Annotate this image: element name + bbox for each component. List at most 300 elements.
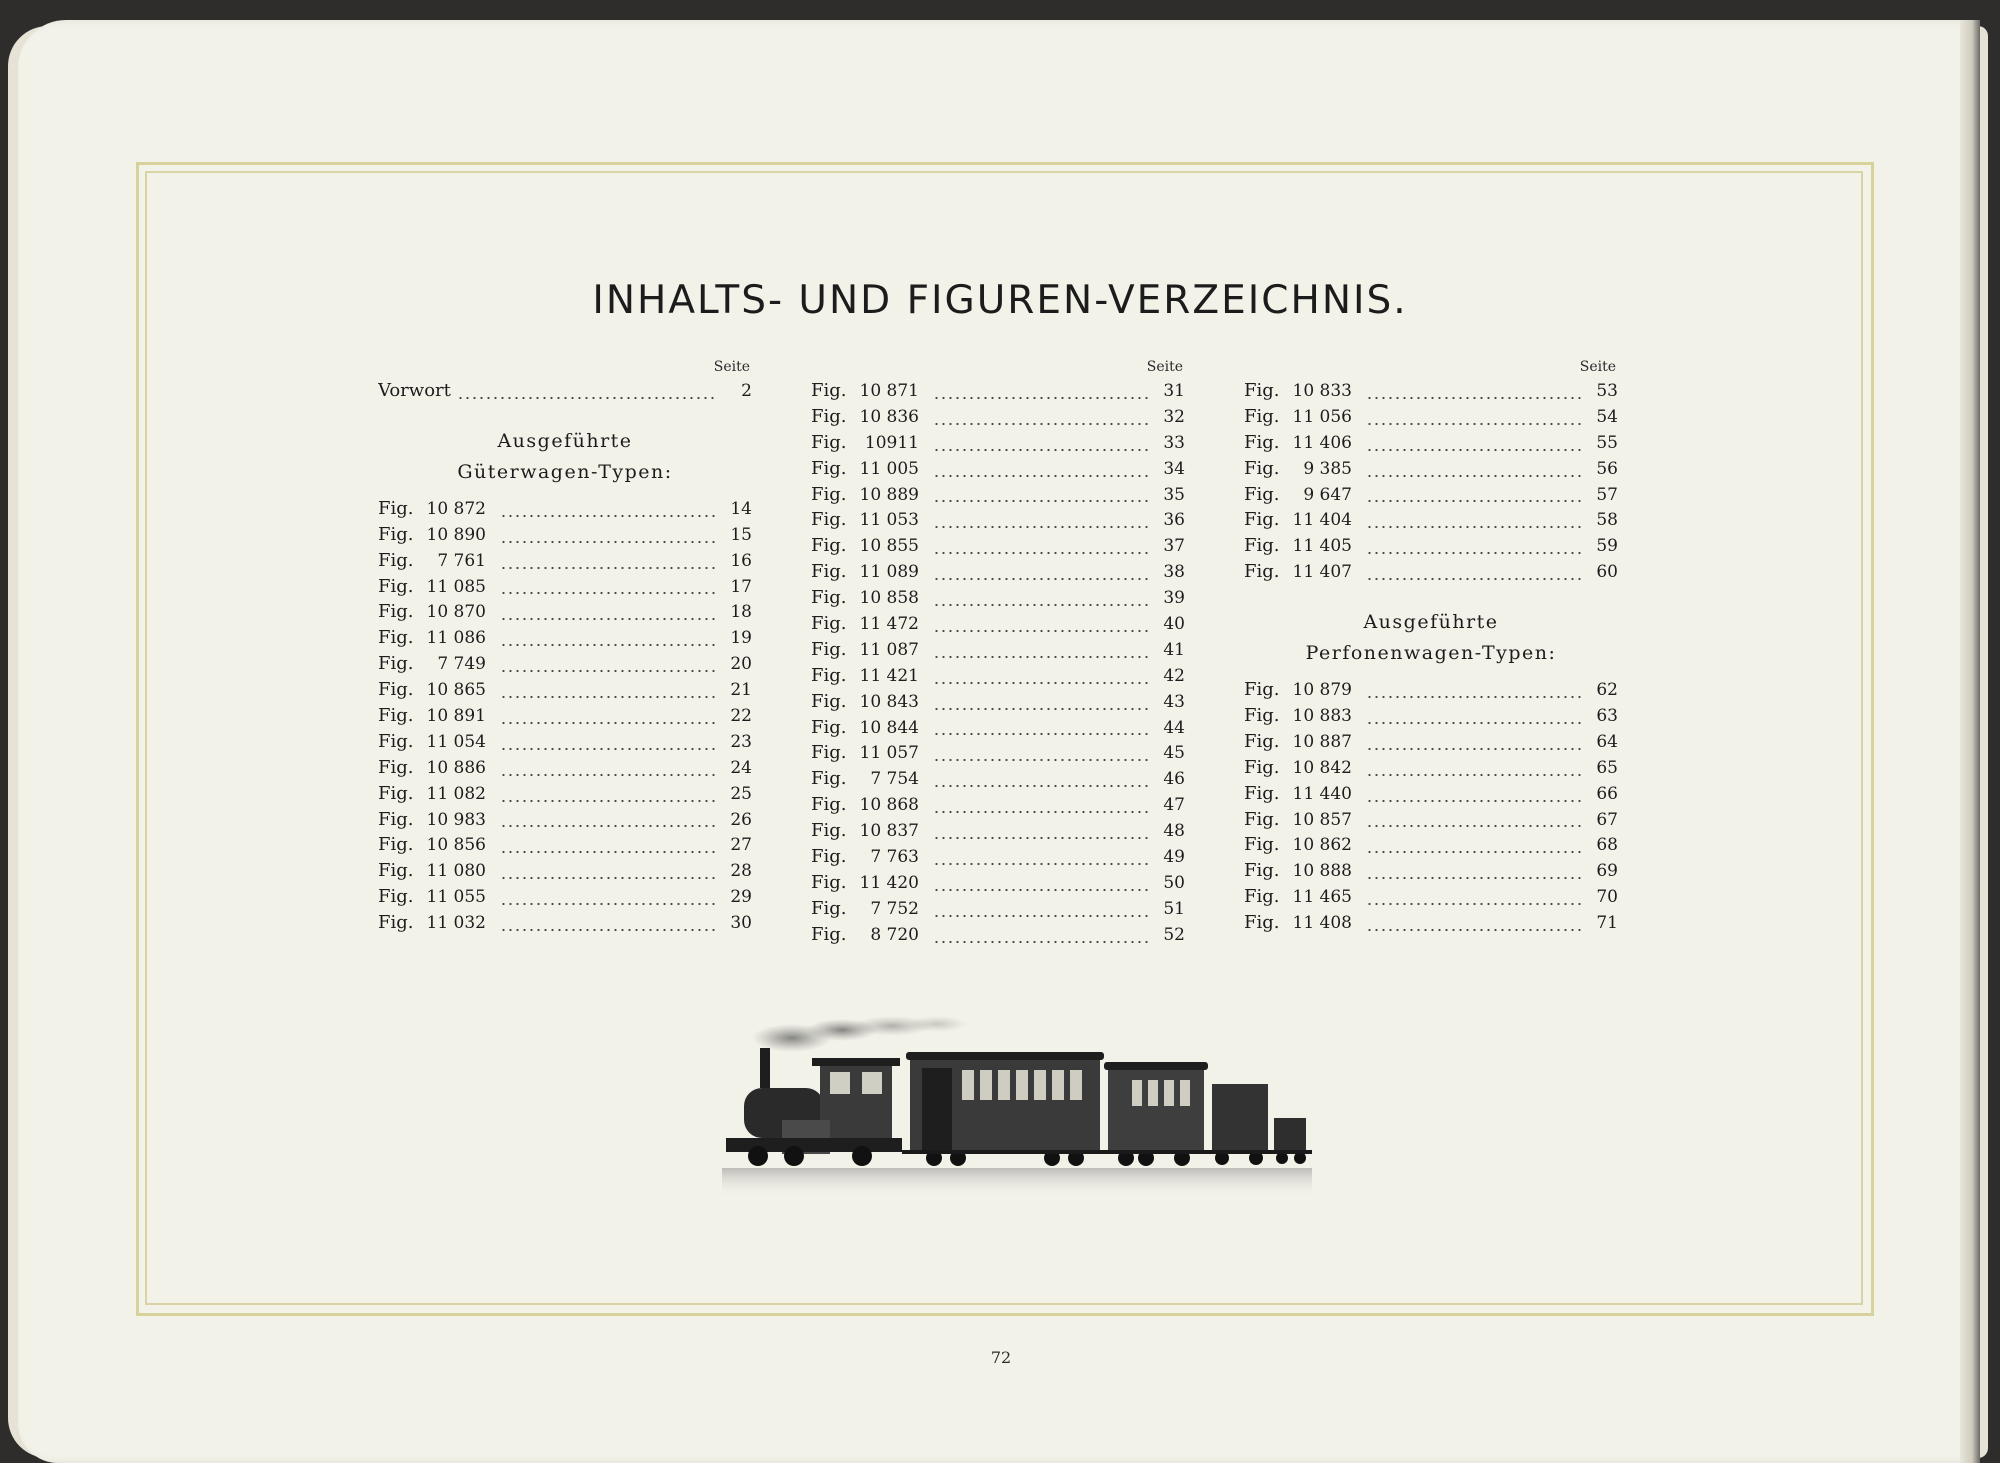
toc-row <box>811 766 1185 792</box>
figure-number: 11 032 <box>426 913 486 934</box>
figure-number: 10 833 <box>1292 381 1352 401</box>
toc-page: 31 <box>1163 381 1185 401</box>
figure-number: 11 440 <box>1292 783 1352 804</box>
fig-label: Fig. <box>1244 782 1280 804</box>
toc-page: 18 <box>730 602 752 623</box>
figure-number: 11 420 <box>859 872 919 893</box>
seite-label: Seite <box>1146 359 1183 375</box>
figure-number: 11 408 <box>1292 913 1352 934</box>
leader-dots <box>1366 799 1584 803</box>
fig-label: Fig. <box>1244 380 1280 401</box>
fig-label: Fig. <box>811 638 847 660</box>
fig-label: Fig. <box>378 808 414 830</box>
leader-dots <box>1366 474 1584 478</box>
leader-dots <box>933 551 1151 555</box>
leader-dots <box>500 617 718 621</box>
figure-number: 7 754 <box>870 769 919 790</box>
toc-page: 29 <box>730 887 752 908</box>
leader-dots <box>933 914 1151 918</box>
leader-dots <box>500 928 718 932</box>
figure-number: 8 720 <box>870 924 919 945</box>
leader-dots <box>500 721 718 725</box>
steam-train-illustration-icon <box>722 1010 1312 1200</box>
toc-page: 59 <box>1596 536 1618 557</box>
toc-page: 48 <box>1163 821 1185 842</box>
toc-page: 15 <box>730 524 752 545</box>
toc-row <box>1244 729 1618 755</box>
toc-page: 71 <box>1596 913 1618 934</box>
fig-label: Fig. <box>378 653 414 675</box>
toc-page: 46 <box>1163 769 1185 790</box>
figure-number: 10 862 <box>1292 835 1352 856</box>
leader-dots <box>500 747 718 751</box>
leader-dots <box>933 577 1151 581</box>
fig-label: Fig. <box>811 431 847 453</box>
leader-dots <box>1366 773 1584 777</box>
toc-page: 51 <box>1163 898 1185 919</box>
fig-label: Fig. <box>378 782 414 804</box>
fig-label: Fig. <box>811 716 847 738</box>
fig-label: Fig. <box>378 730 414 752</box>
figure-number: 11 056 <box>1292 406 1352 427</box>
figure-number: 10 856 <box>426 835 486 856</box>
toc-row <box>1244 430 1618 456</box>
leader-dots <box>933 422 1151 426</box>
figure-number: 11 465 <box>1292 887 1352 908</box>
figure-number: 10 891 <box>426 706 486 727</box>
section-heading-line1: Ausgeführte <box>1363 611 1499 634</box>
fig-label: Fig. <box>378 601 414 623</box>
toc-page: 41 <box>1163 639 1185 660</box>
toc-page: 68 <box>1596 835 1618 856</box>
figure-number: 11 404 <box>1292 510 1352 531</box>
fig-label: Fig. <box>811 483 847 505</box>
toc-label: Vorwort <box>378 380 451 401</box>
fig-label: Fig. <box>378 523 414 545</box>
leader-dots <box>500 566 718 570</box>
fig-label: Fig. <box>811 846 847 868</box>
toc-page: 69 <box>1596 861 1618 882</box>
figure-number: 10 888 <box>1292 861 1352 882</box>
fig-label: Fig. <box>1244 561 1280 583</box>
fig-label: Fig. <box>1244 535 1280 557</box>
figure-number: 11 055 <box>426 887 486 908</box>
fig-label: Fig. <box>811 690 847 712</box>
leader-dots <box>933 732 1151 736</box>
toc-page: 39 <box>1163 588 1185 609</box>
figure-number: 11 089 <box>859 562 919 583</box>
toc-page: 47 <box>1163 795 1185 816</box>
fig-label: Fig. <box>378 886 414 908</box>
leader-dots <box>933 396 1151 400</box>
fig-label: Fig. <box>811 794 847 816</box>
toc-page: 17 <box>730 576 752 597</box>
toc-row <box>811 430 1185 456</box>
toc-page: 30 <box>730 913 752 934</box>
figure-number: 7 763 <box>870 847 919 868</box>
fig-label: Fig. <box>1244 834 1280 856</box>
toc-row <box>811 922 1185 948</box>
leader-dots <box>933 758 1151 762</box>
toc-row <box>1244 703 1618 729</box>
figure-number: 11 085 <box>426 576 486 597</box>
toc-row-vorwort <box>378 378 752 404</box>
fig-label: Fig. <box>1244 431 1280 453</box>
toc-page: 64 <box>1596 731 1618 752</box>
figure-number: 7 749 <box>437 654 486 675</box>
figure-number: 10 868 <box>859 795 919 816</box>
leader-dots <box>933 474 1151 478</box>
fig-label: Fig. <box>1244 756 1280 778</box>
figure-number: 11 082 <box>426 783 486 804</box>
leader-dots <box>1366 902 1584 906</box>
fig-label: Fig. <box>811 405 847 427</box>
leader-dots <box>1366 551 1584 555</box>
leader-dots <box>1366 695 1584 699</box>
toc-column-3 <box>1244 356 1618 936</box>
toc-row <box>378 884 752 910</box>
figure-number: 11 421 <box>859 665 919 686</box>
fig-label: Fig. <box>811 768 847 790</box>
leader-dots <box>500 876 718 880</box>
figure-number: 11 087 <box>859 639 919 660</box>
leader-dots <box>457 396 718 400</box>
toc-row <box>1244 807 1618 833</box>
toc-page: 27 <box>730 835 752 856</box>
fig-label: Fig. <box>811 561 847 583</box>
toc-row <box>811 637 1185 663</box>
leader-dots <box>500 643 718 647</box>
toc-row <box>378 599 752 625</box>
toc-row <box>378 522 752 548</box>
fig-label: Fig. <box>811 587 847 609</box>
figure-number: 11 407 <box>1292 562 1352 583</box>
toc-page: 23 <box>730 731 752 752</box>
leader-dots <box>933 836 1151 840</box>
toc-column-2 <box>811 356 1185 948</box>
toc-page: 22 <box>730 706 752 727</box>
leader-dots <box>500 799 718 803</box>
figure-number: 10 837 <box>859 821 919 842</box>
toc-page: 52 <box>1163 924 1185 945</box>
figure-number: 10 890 <box>426 524 486 545</box>
fig-label: Fig. <box>811 820 847 842</box>
toc-page: 60 <box>1596 562 1618 583</box>
leader-dots <box>933 655 1151 659</box>
fig-label: Fig. <box>378 912 414 934</box>
figure-number: 11 472 <box>859 614 919 635</box>
book-spine <box>1960 20 1980 1463</box>
figure-number: 10 983 <box>426 809 486 830</box>
figure-number: 11 080 <box>426 861 486 882</box>
leader-dots <box>1366 747 1584 751</box>
toc-row <box>1244 456 1618 482</box>
toc-row <box>378 703 752 729</box>
toc-row <box>811 715 1185 741</box>
toc-row <box>1244 677 1618 703</box>
figure-number: 10 836 <box>859 406 919 427</box>
leader-dots <box>1366 876 1584 880</box>
toc-page: 62 <box>1596 680 1618 701</box>
leader-dots <box>1366 422 1584 426</box>
toc-page: 28 <box>730 861 752 882</box>
toc-row <box>811 663 1185 689</box>
leader-dots <box>500 850 718 854</box>
fig-label: Fig. <box>378 860 414 882</box>
toc-row <box>1244 559 1618 585</box>
figure-number: 10 883 <box>1292 706 1352 727</box>
toc-row <box>811 896 1185 922</box>
toc-page: 54 <box>1596 406 1618 427</box>
toc-page: 34 <box>1163 458 1185 479</box>
figure-number: 11 054 <box>426 731 486 752</box>
figure-number: 10 858 <box>859 588 919 609</box>
leader-dots <box>500 591 718 595</box>
fig-label: Fig. <box>811 664 847 686</box>
toc-page: 26 <box>730 809 752 830</box>
fig-label: Fig. <box>1244 405 1280 427</box>
fig-label: Fig. <box>811 742 847 764</box>
toc-row <box>1244 858 1618 884</box>
toc-page: 49 <box>1163 847 1185 868</box>
toc-row <box>378 625 752 651</box>
toc-page: 45 <box>1163 743 1185 764</box>
leader-dots <box>933 707 1151 711</box>
toc-page: 38 <box>1163 562 1185 583</box>
fig-label: Fig. <box>1244 860 1280 882</box>
leader-dots <box>933 603 1151 607</box>
fig-label: Fig. <box>811 535 847 557</box>
leader-dots <box>1366 824 1584 828</box>
leader-dots <box>1366 396 1584 400</box>
fig-label: Fig. <box>811 613 847 635</box>
fig-label: Fig. <box>1244 457 1280 479</box>
fig-label: Fig. <box>811 897 847 919</box>
leader-dots <box>1366 499 1584 503</box>
fig-label: Fig. <box>378 756 414 778</box>
toc-row <box>1244 832 1618 858</box>
toc-column-1 <box>378 356 752 936</box>
leader-dots <box>1366 850 1584 854</box>
figure-number: 9 647 <box>1303 484 1352 505</box>
toc-page: 65 <box>1596 757 1618 778</box>
leader-dots <box>933 784 1151 788</box>
figure-number: 10 865 <box>426 680 486 701</box>
toc-row <box>378 574 752 600</box>
fig-label: Fig. <box>1244 509 1280 531</box>
leader-dots <box>500 695 718 699</box>
toc-page: 44 <box>1163 717 1185 738</box>
toc-row <box>1244 781 1618 807</box>
figure-number: 11 053 <box>859 510 919 531</box>
toc-row <box>1244 884 1618 910</box>
toc-page: 67 <box>1596 809 1618 830</box>
figure-number: 10911 <box>864 432 919 453</box>
fig-label: Fig. <box>1244 679 1280 701</box>
figure-number: 10 842 <box>1292 757 1352 778</box>
figure-number: 10 844 <box>859 717 919 738</box>
toc-row <box>811 792 1185 818</box>
toc-row <box>378 832 752 858</box>
leader-dots <box>933 940 1151 944</box>
figure-number: 7 752 <box>870 898 919 919</box>
leader-dots <box>933 810 1151 814</box>
toc-page: 2 <box>741 381 752 401</box>
toc-row <box>811 870 1185 896</box>
toc-page: 56 <box>1596 458 1618 479</box>
fig-label: Fig. <box>1244 808 1280 830</box>
fig-label: Fig. <box>811 380 847 401</box>
fig-label: Fig. <box>1244 886 1280 908</box>
toc-row <box>378 496 752 522</box>
toc-row <box>378 548 752 574</box>
toc-page: 63 <box>1596 706 1618 727</box>
toc-row <box>378 677 752 703</box>
toc-page: 55 <box>1596 432 1618 453</box>
toc-page: 21 <box>730 680 752 701</box>
leader-dots <box>1366 721 1584 725</box>
toc-row <box>811 611 1185 637</box>
toc-row <box>1244 482 1618 508</box>
toc-row <box>378 755 752 781</box>
toc-row <box>811 404 1185 430</box>
toc-page: 36 <box>1163 510 1185 531</box>
leader-dots <box>1366 577 1584 581</box>
figure-number: 10 871 <box>859 381 919 401</box>
figure-number: 10 870 <box>426 602 486 623</box>
toc-row <box>811 507 1185 533</box>
toc-page: 37 <box>1163 536 1185 557</box>
toc-page: 57 <box>1596 484 1618 505</box>
figure-number: 10 872 <box>426 498 486 519</box>
figure-number: 10 889 <box>859 484 919 505</box>
fig-label: Fig. <box>811 509 847 531</box>
figure-number: 7 761 <box>437 550 486 571</box>
fig-label: Fig. <box>1244 912 1280 934</box>
toc-row <box>811 456 1185 482</box>
fig-label: Fig. <box>1244 483 1280 505</box>
toc-row <box>378 781 752 807</box>
toc-page: 35 <box>1163 484 1185 505</box>
page-number: 72 <box>990 1348 1012 1367</box>
fig-label: Fig. <box>378 834 414 856</box>
toc-row <box>811 533 1185 559</box>
fig-label: Fig. <box>1244 730 1280 752</box>
figure-number: 10 879 <box>1292 680 1352 701</box>
toc-page: 53 <box>1596 381 1618 401</box>
toc-row <box>811 689 1185 715</box>
toc-row <box>811 378 1185 404</box>
figure-number: 9 385 <box>1303 458 1352 479</box>
figure-number: 11 086 <box>426 628 486 649</box>
fig-label: Fig. <box>378 679 414 701</box>
toc-page: 40 <box>1163 614 1185 635</box>
toc-row <box>378 858 752 884</box>
toc-row <box>811 740 1185 766</box>
leader-dots <box>500 669 718 673</box>
toc-row <box>1244 910 1618 936</box>
toc-row <box>1244 404 1618 430</box>
toc-page: 14 <box>730 498 752 519</box>
page-title: INHALTS- UND FIGUREN-VERZEICHNIS. <box>592 278 1408 323</box>
toc-row <box>1244 378 1618 404</box>
figure-number: 11 057 <box>859 743 919 764</box>
leader-dots <box>500 773 718 777</box>
leader-dots <box>933 681 1151 685</box>
toc-row <box>811 585 1185 611</box>
toc-page: 66 <box>1596 783 1618 804</box>
seite-label: Seite <box>713 359 750 375</box>
leader-dots <box>933 499 1151 503</box>
leader-dots <box>500 540 718 544</box>
toc-row <box>378 807 752 833</box>
leader-dots <box>933 629 1151 633</box>
fig-label: Fig. <box>811 923 847 945</box>
toc-row <box>1244 755 1618 781</box>
toc-page: 20 <box>730 654 752 675</box>
leader-dots <box>500 902 718 906</box>
figure-number: 11 005 <box>859 458 919 479</box>
toc-page: 32 <box>1163 406 1185 427</box>
toc-row <box>811 559 1185 585</box>
leader-dots <box>500 514 718 518</box>
toc-row <box>378 729 752 755</box>
toc-page: 50 <box>1163 872 1185 893</box>
toc-row <box>378 910 752 936</box>
figure-number: 11 406 <box>1292 432 1352 453</box>
toc-row <box>1244 507 1618 533</box>
fig-label: Fig. <box>378 549 414 571</box>
figure-number: 11 405 <box>1292 536 1352 557</box>
toc-page: 24 <box>730 757 752 778</box>
toc-page: 19 <box>730 628 752 649</box>
toc-row <box>811 482 1185 508</box>
toc-row <box>1244 533 1618 559</box>
toc-page: 70 <box>1596 887 1618 908</box>
leader-dots <box>933 888 1151 892</box>
leader-dots <box>933 862 1151 866</box>
fig-label: Fig. <box>378 497 414 519</box>
leader-dots <box>1366 448 1584 452</box>
fig-label: Fig. <box>811 457 847 479</box>
toc-page: 25 <box>730 783 752 804</box>
toc-page: 33 <box>1163 432 1185 453</box>
toc-page: 42 <box>1163 665 1185 686</box>
seite-label: Seite <box>1579 359 1616 375</box>
toc-row <box>378 651 752 677</box>
toc-page: 16 <box>730 550 752 571</box>
fig-label: Fig. <box>378 575 414 597</box>
figure-number: 10 887 <box>1292 731 1352 752</box>
toc-page: 58 <box>1596 510 1618 531</box>
section-heading-line1: Ausgeführte <box>497 429 633 452</box>
fig-label: Fig. <box>378 627 414 649</box>
section-heading-line2: Güterwagen-Typen: <box>457 460 673 483</box>
toc-page: 43 <box>1163 691 1185 712</box>
leader-dots <box>1366 525 1584 529</box>
section-heading-line2: Perfonenwagen-Typen: <box>1305 642 1557 665</box>
figure-number: 10 886 <box>426 757 486 778</box>
figure-number: 10 843 <box>859 691 919 712</box>
toc-row <box>811 844 1185 870</box>
toc-row <box>811 818 1185 844</box>
leader-dots <box>1366 928 1584 932</box>
figure-number: 10 855 <box>859 536 919 557</box>
leader-dots <box>933 525 1151 529</box>
fig-label: Fig. <box>1244 705 1280 727</box>
fig-label: Fig. <box>811 871 847 893</box>
leader-dots <box>500 824 718 828</box>
